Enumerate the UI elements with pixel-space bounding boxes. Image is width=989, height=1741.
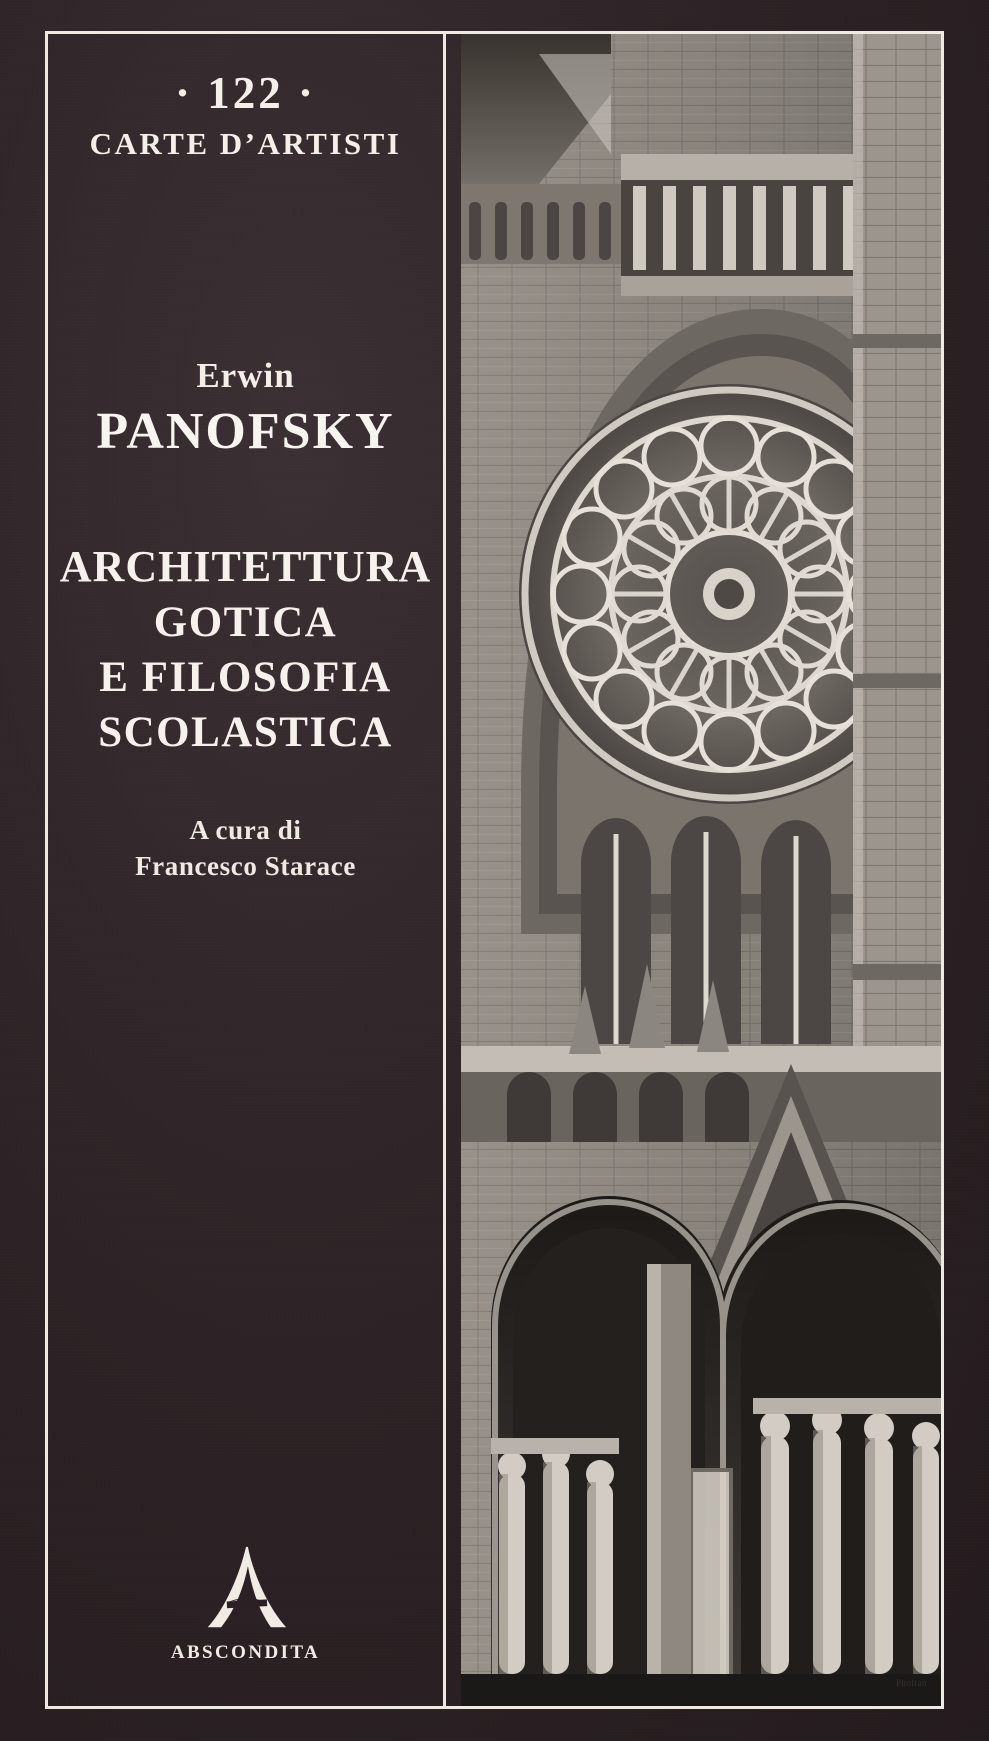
- publisher-block: [48, 1543, 443, 1664]
- publisher-name: ABSCONDITA: [170, 1642, 321, 1663]
- cover-illustration-panel: [461, 34, 941, 1706]
- author-last-name: PANOFSKY: [96, 403, 395, 460]
- author-block: [48, 356, 443, 461]
- gothic-cathedral-facade-photo: [461, 34, 941, 1706]
- series-block: [48, 70, 443, 162]
- title-line-3: E FILOSOFIA: [99, 654, 392, 702]
- photo-signature: Pholtan: [895, 1678, 927, 1688]
- author-first-name: Erwin: [196, 356, 295, 395]
- abscondita-a-logo-icon: [198, 1543, 294, 1633]
- editor-credit: [48, 812, 443, 885]
- series-number: · 122 ·: [174, 68, 316, 118]
- title-line-4: SCOLASTICA: [98, 709, 393, 757]
- series-name: CARTE D’ARTISTI: [89, 126, 402, 162]
- title-line-1: ARCHITETTURA: [59, 542, 432, 591]
- book-title: [48, 539, 443, 760]
- editor-label: A cura di: [189, 815, 302, 845]
- title-line-2: GOTICA: [153, 599, 338, 647]
- editor-name: Francesco Starace: [135, 851, 356, 882]
- cover-text-panel: [48, 34, 446, 1706]
